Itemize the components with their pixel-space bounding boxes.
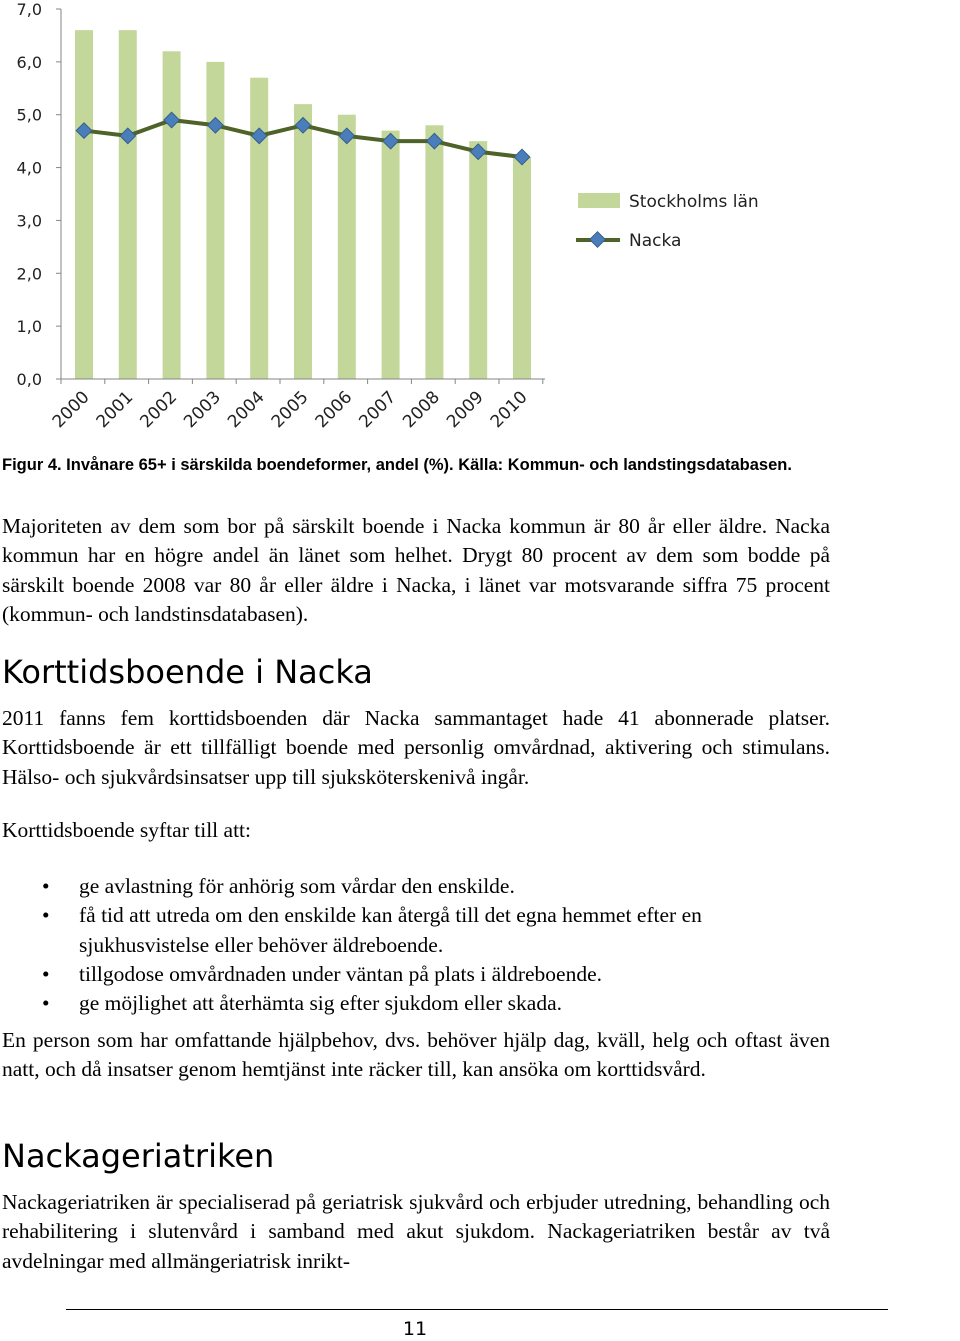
y-tick-label: 1,0 (16, 317, 42, 337)
bar-stockholms-lan (163, 51, 181, 379)
y-tick-label: 6,0 (16, 52, 42, 72)
bar-stockholms-lan (338, 115, 356, 379)
paragraph-omfattande-hjalpbehov: En person som har omfattande hjälpbehov, dvs. behöver hjälp dag, kväll, helg och oftast även natt, och då insatser genom hemtjänst inte räcker till, kan ansöka om korttidsvård. (2, 1028, 830, 1082)
list-item (2, 989, 830, 1018)
purpose-list (2, 872, 830, 1018)
bar-stockholms-lan (425, 125, 443, 379)
x-tick-label: 2003 (180, 387, 225, 433)
y-tick-label: 7,0 (16, 0, 42, 19)
heading-korttidsboende: Korttidsboende i Nacka (2, 653, 373, 691)
y-tick-label: 0,0 (16, 370, 42, 389)
legend-label-nacka: Nacka (629, 231, 682, 251)
x-tick-label: 2009 (443, 387, 488, 433)
list-item-text: ge avlastning för anhörig som vårdar den enskilde. (79, 874, 515, 898)
y-tick-label: 4,0 (16, 158, 42, 178)
bar-line-chart (0, 0, 960, 450)
list-item-text: få tid att utreda om den enskilde kan återgå till det egna hemmet efter en sjukhusvistelse eller behöver äldreboende. (79, 903, 702, 957)
list-item-text: ge möjlighet att återhämta sig efter sjukdom eller skada. (79, 991, 562, 1016)
list-item (2, 872, 830, 901)
heading-nackageriatriken: Nackageriatriken (2, 1137, 275, 1175)
bullet-icon: • (42, 874, 50, 898)
paragraph-korttidsboende: 2011 fanns fem korttidsboenden där Nacka sammantaget hade 41 abonnerade platser. Korttidsboende är ett tillfälligt boende med personlig omvårdnad, aktivering och stimulans. Hälso- och sjukvårdsinsatser upp till sjuksköterskenivå ingår. (2, 706, 830, 789)
figure-caption: Figur 4. Invånare 65+ i särskilda boendeformer, andel (%). Källa: Kommun- och landstingsdatabasen. (2, 456, 792, 474)
page-number: 11 (402, 1318, 428, 1340)
bar-stockholms-lan (75, 30, 93, 379)
bullet-icon: • (42, 991, 50, 1016)
x-axis (49, 379, 545, 432)
legend-swatch-stockholms-lan (578, 193, 620, 208)
x-tick-label: 2008 (399, 387, 444, 433)
list-item (2, 901, 830, 960)
footer-divider (66, 1309, 888, 1310)
bar-stockholms-lan (469, 141, 487, 379)
bar-stockholms-lan (250, 78, 268, 379)
legend-label-stockholms-lan: Stockholms län (629, 192, 759, 212)
bullet-icon: • (42, 961, 50, 986)
list-item (2, 960, 830, 989)
paragraph-majority: Majoriteten av dem som bor på särskilt boende i Nacka kommun är 80 år eller äldre. Nacka kommun har en högre andel än länet som helhet. Drygt 80 procent av dem som bodde på särskilt boende 2008 var 80 år eller äldre i Nacka, i länet var motsvarande siffra 75 procent (kommun- och landstinsdatabasen). (2, 514, 830, 626)
list-item-text: tillgodose omvårdnaden under väntan på plats i äldreboende. (79, 961, 603, 986)
x-tick-label: 2006 (311, 387, 357, 433)
y-axis (17, 0, 61, 389)
chart-legend (576, 192, 759, 251)
bar-stockholms-lan (513, 157, 531, 379)
y-tick-label: 2,0 (16, 264, 42, 284)
y-tick-label: 5,0 (16, 105, 42, 125)
x-tick-label: 2010 (486, 387, 532, 433)
bar-stockholms-lan (294, 104, 312, 379)
bar-stockholms-lan (206, 62, 224, 379)
legend-marker-nacka (590, 232, 606, 248)
x-tick-label: 2000 (48, 387, 94, 433)
x-tick-label: 2001 (92, 387, 138, 433)
x-tick-label: 2005 (267, 387, 313, 433)
bullet-icon: • (42, 903, 50, 928)
bar-stockholms-lan (119, 30, 137, 379)
x-tick-label: 2007 (355, 387, 401, 433)
y-tick-label: 3,0 (16, 211, 42, 231)
paragraph-nackageriatriken: Nackageriatriken är specialiserad på geriatrisk sjukvård och erbjuder utredning, behandling och rehabilitering i slutenvård i samband med akut sjukdom. Nackageriatriken består av två avdelningar med allmängeriatrisk inrikt- (2, 1190, 830, 1273)
bar-stockholms-lan (382, 131, 400, 379)
list-intro: Korttidsboende syftar till att: (2, 818, 251, 842)
bar-series-stockholms-lan (75, 30, 531, 379)
x-tick-label: 2004 (224, 387, 269, 433)
x-tick-label: 2002 (136, 387, 182, 433)
